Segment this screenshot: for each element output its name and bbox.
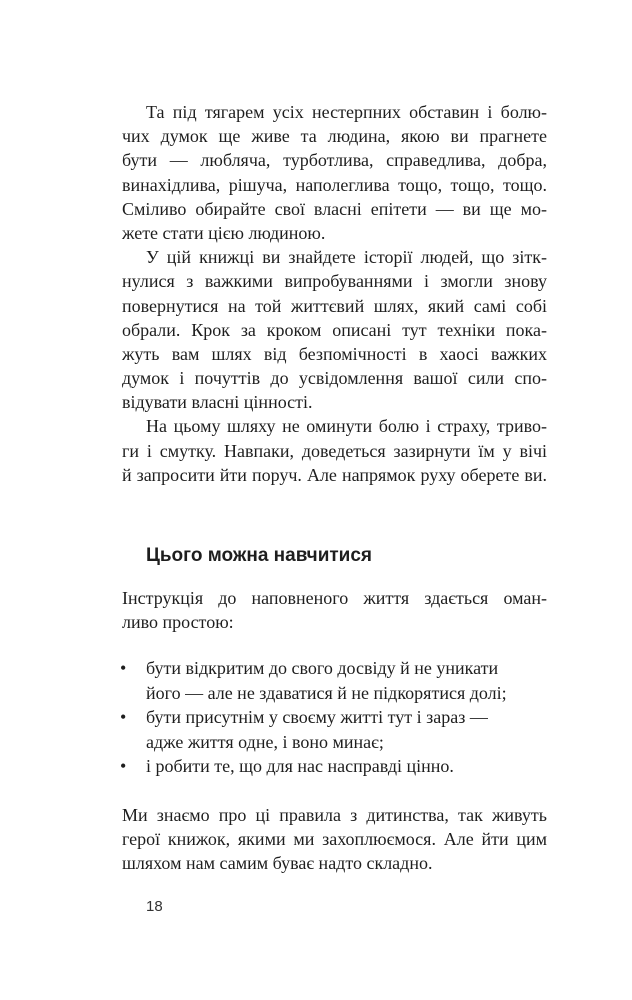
text-line: нулися з важкими випробуваннями і змогли знову xyxy=(122,271,547,292)
bullet-list xyxy=(122,656,547,779)
text-line: Та під тягарем усіх нестерпних обставин і болю- xyxy=(146,102,547,122)
section-heading: Цього можна навчитися xyxy=(146,545,373,566)
text-line: винахідлива, рішуча, наполеглива тощо, тощо, тощо. xyxy=(122,174,547,195)
list-item xyxy=(122,754,547,779)
text-line: У цій книжці ви знайдете історії людей, що зітк- xyxy=(146,247,547,268)
text-line: і робити те, що для нас насправді цінно. xyxy=(146,756,454,776)
text-line: й запросити йти поруч. Але напрямок руху оберете ви. xyxy=(122,464,547,485)
text-line: жете стати цією людиною. xyxy=(122,222,326,243)
text-line: чих думок ще живе та людина, якою ви прагнете xyxy=(122,126,547,147)
text-line: його — але не здаватися й не підкорятися долі; xyxy=(146,682,507,703)
text-line: жуть вам шлях від безпомічності в хаосі важких xyxy=(122,343,547,364)
bullet-icon: • xyxy=(120,658,127,678)
text-line: адже життя одне, і воно минає; xyxy=(146,731,384,752)
paragraph xyxy=(122,100,547,245)
intro-paragraph xyxy=(122,586,547,634)
page-number: 18 xyxy=(146,898,163,915)
text-line: ливо простою: xyxy=(122,612,234,633)
text-line: відувати власні цінності. xyxy=(122,392,313,413)
list-item xyxy=(122,705,547,754)
bullet-icon: • xyxy=(120,756,127,776)
text-line: ги і смутку. Навпаки, доведеться зазирнути їм у вічі xyxy=(122,440,547,461)
text-line: бути присутнім у своєму житті тут і зараз — xyxy=(146,707,488,727)
text-line: Сміливо обирайте свої власні епітети — ви ще мо- xyxy=(122,198,547,219)
text-line: герої книжок, якими ми захоплюємося. Але йти цим xyxy=(122,829,547,850)
text-line: бути відкритим до свого досвіду й не уникати xyxy=(146,658,499,678)
text-line: Ми знаємо про ці правила з дитинства, так живуть xyxy=(122,805,547,825)
paragraph xyxy=(122,245,547,414)
text-line: повернутися на той життєвий шлях, який самі собі xyxy=(122,295,547,316)
list-item xyxy=(122,656,547,705)
text-line: шляхом нам самим буває надто складно. xyxy=(122,853,433,874)
text-line: На цьому шляху не оминути болю і страху, триво- xyxy=(146,416,547,437)
paragraph xyxy=(122,414,547,487)
body-text-section-1 xyxy=(122,100,547,487)
bullet-icon: • xyxy=(120,707,127,727)
text-line: бути — любляча, турботлива, справедлива, добра, xyxy=(122,150,547,171)
text-line: Інструкція до наповненого життя здається оман- xyxy=(122,588,547,608)
text-line: обрали. Крок за кроком описані тут техніки пока- xyxy=(122,319,547,340)
closing-paragraph xyxy=(122,803,547,876)
text-line: думок і почуттів до усвідомлення вашої сили спо- xyxy=(122,368,547,389)
